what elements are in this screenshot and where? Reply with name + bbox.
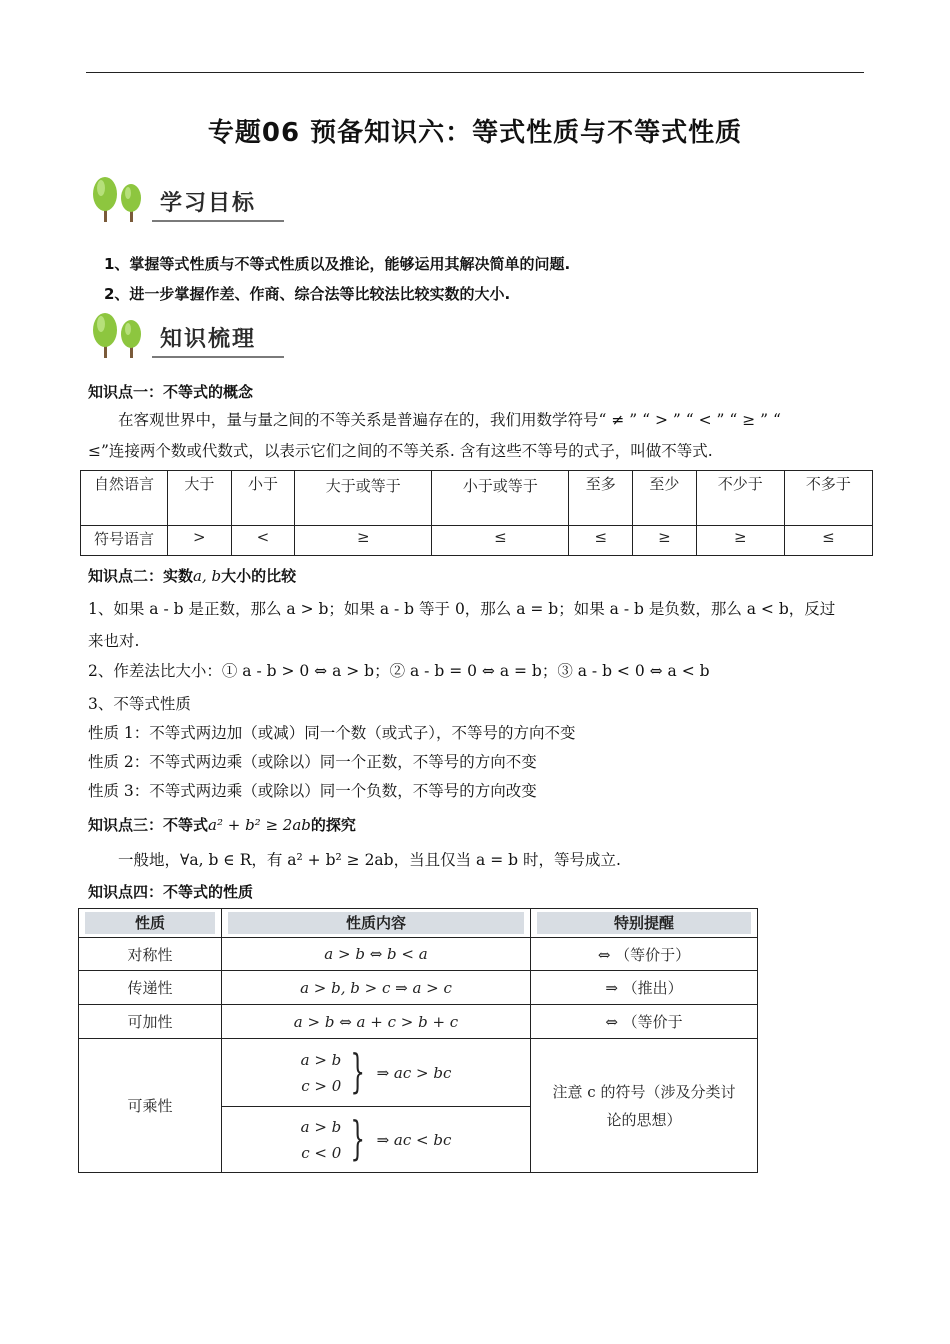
kp3-heading: 知识点三：不等式a² + b² ≥ 2ab的探究 [88,816,356,834]
property-1: 性质 1：不等式两边加（或减）同一个数（或式子），不等号的方向不变 [88,724,576,742]
cell: 传递性 [79,971,222,1005]
knowledge-heading: 知识梳理 [160,327,257,352]
cell: ≥ [696,526,784,556]
cell: ⇒ （推出） [531,971,758,1005]
kp1-heading: 知识点一：不等式的概念 [88,383,254,401]
cell: a > b ⇔ b < a [222,938,531,971]
page-title: 专题06 预备知识六：等式性质与不等式性质 [207,118,743,148]
cell: ≤ [784,526,872,556]
knowledge-banner [90,308,290,364]
kp2-line1b: 来也对. [88,632,140,650]
goal-1: 1、掌握等式性质与不等式性质以及推论，能够运用其解决简单的问题. [104,255,571,273]
inequality-properties-table [78,908,758,1173]
cell: 小于 [231,471,295,526]
cell: 对称性 [79,938,222,971]
goal-2: 2、进一步掌握作差、作商、综合法等比较法比较实数的大小. [104,285,511,303]
cell: 至少 [633,471,697,526]
cell [222,1039,531,1107]
cell: 不少于 [696,471,784,526]
cell: 大于 [168,471,232,526]
goals-heading: 学习目标 [160,191,257,216]
cell: > [168,526,232,556]
cell: ≥ [633,526,697,556]
cell: a > b ⇔ a + c > b + c [222,1005,531,1039]
cell: < [231,526,295,556]
cell: a > b, b > c ⇒ a > c [222,971,531,1005]
property-3: 性质 3：不等式两边乘（或除以）同一个负数，不等号的方向改变 [88,782,537,800]
property-2: 性质 2：不等式两边乘（或除以）同一个正数，不等号的方向不变 [88,753,537,771]
system-positive: a > b c > 0 } ⇒ ac > bc [300,1043,452,1098]
header-cell: 性质 [79,909,222,938]
cell: ⇔ （等价于 [531,1005,758,1039]
header-cell: 特别提醒 [531,909,758,938]
inequality-symbol-table [80,470,873,556]
header-cell: 性质内容 [222,909,531,938]
kp4-heading: 知识点四：不等式的性质 [88,883,254,901]
kp1-para1: 在客观世界中，量与量之间的不等关系是普遍存在的，我们用数学符号“ ≠ ” “ > ” “ < ” “ ≥ ” “ [118,411,781,429]
kp2-line2: 2、作差法比大小：① a - b > 0 ⇔ a > b；② a - b = 0 ⇔ a = b；③ a - b < 0 ⇔ a < b [88,662,710,680]
goals-banner [90,172,290,228]
cell: ≤ [432,526,569,556]
kp2-line3: 3、不等式性质 [88,695,191,713]
cell: 注意 c 的符号（涉及分类讨 论的思想） [531,1039,758,1173]
cell: ≤ [569,526,633,556]
cell: ⇔ （等价于） [531,938,758,971]
kp2-line1: 1、如果 a - b 是正数，那么 a > b；如果 a - b 等于 0，那么 a = b；如果 a - b 是负数，那么 a < b，反过 [88,600,836,618]
cell: ≥ [295,526,432,556]
cell [222,1107,531,1173]
cell: 可加性 [79,1005,222,1039]
tree-icon [90,308,160,364]
cell: 符号语言 [81,526,168,556]
system-negative: a > b c < 0 } ⇒ ac < bc [300,1110,452,1165]
cell: 小于或等于 [432,471,569,526]
cell: 自然语言 [81,471,168,526]
cell: 大于或等于 [295,471,432,526]
cell: 不多于 [784,471,872,526]
kp1-para2: ≤”连接两个数或代数式，以表示它们之间的不等关系. 含有这些不等号的式子，叫做不等式. [88,442,713,460]
cell: 可乘性 [79,1039,222,1173]
kp2-heading: 知识点二：实数a, b大小的比较 [88,567,297,585]
tree-icon [90,172,160,228]
cell: 至多 [569,471,633,526]
header-rule [86,72,864,73]
kp3-body: 一般地，∀a, b ∈ R，有 a² + b² ≥ 2ab，当且仅当 a = b 时，等号成立. [118,851,621,869]
